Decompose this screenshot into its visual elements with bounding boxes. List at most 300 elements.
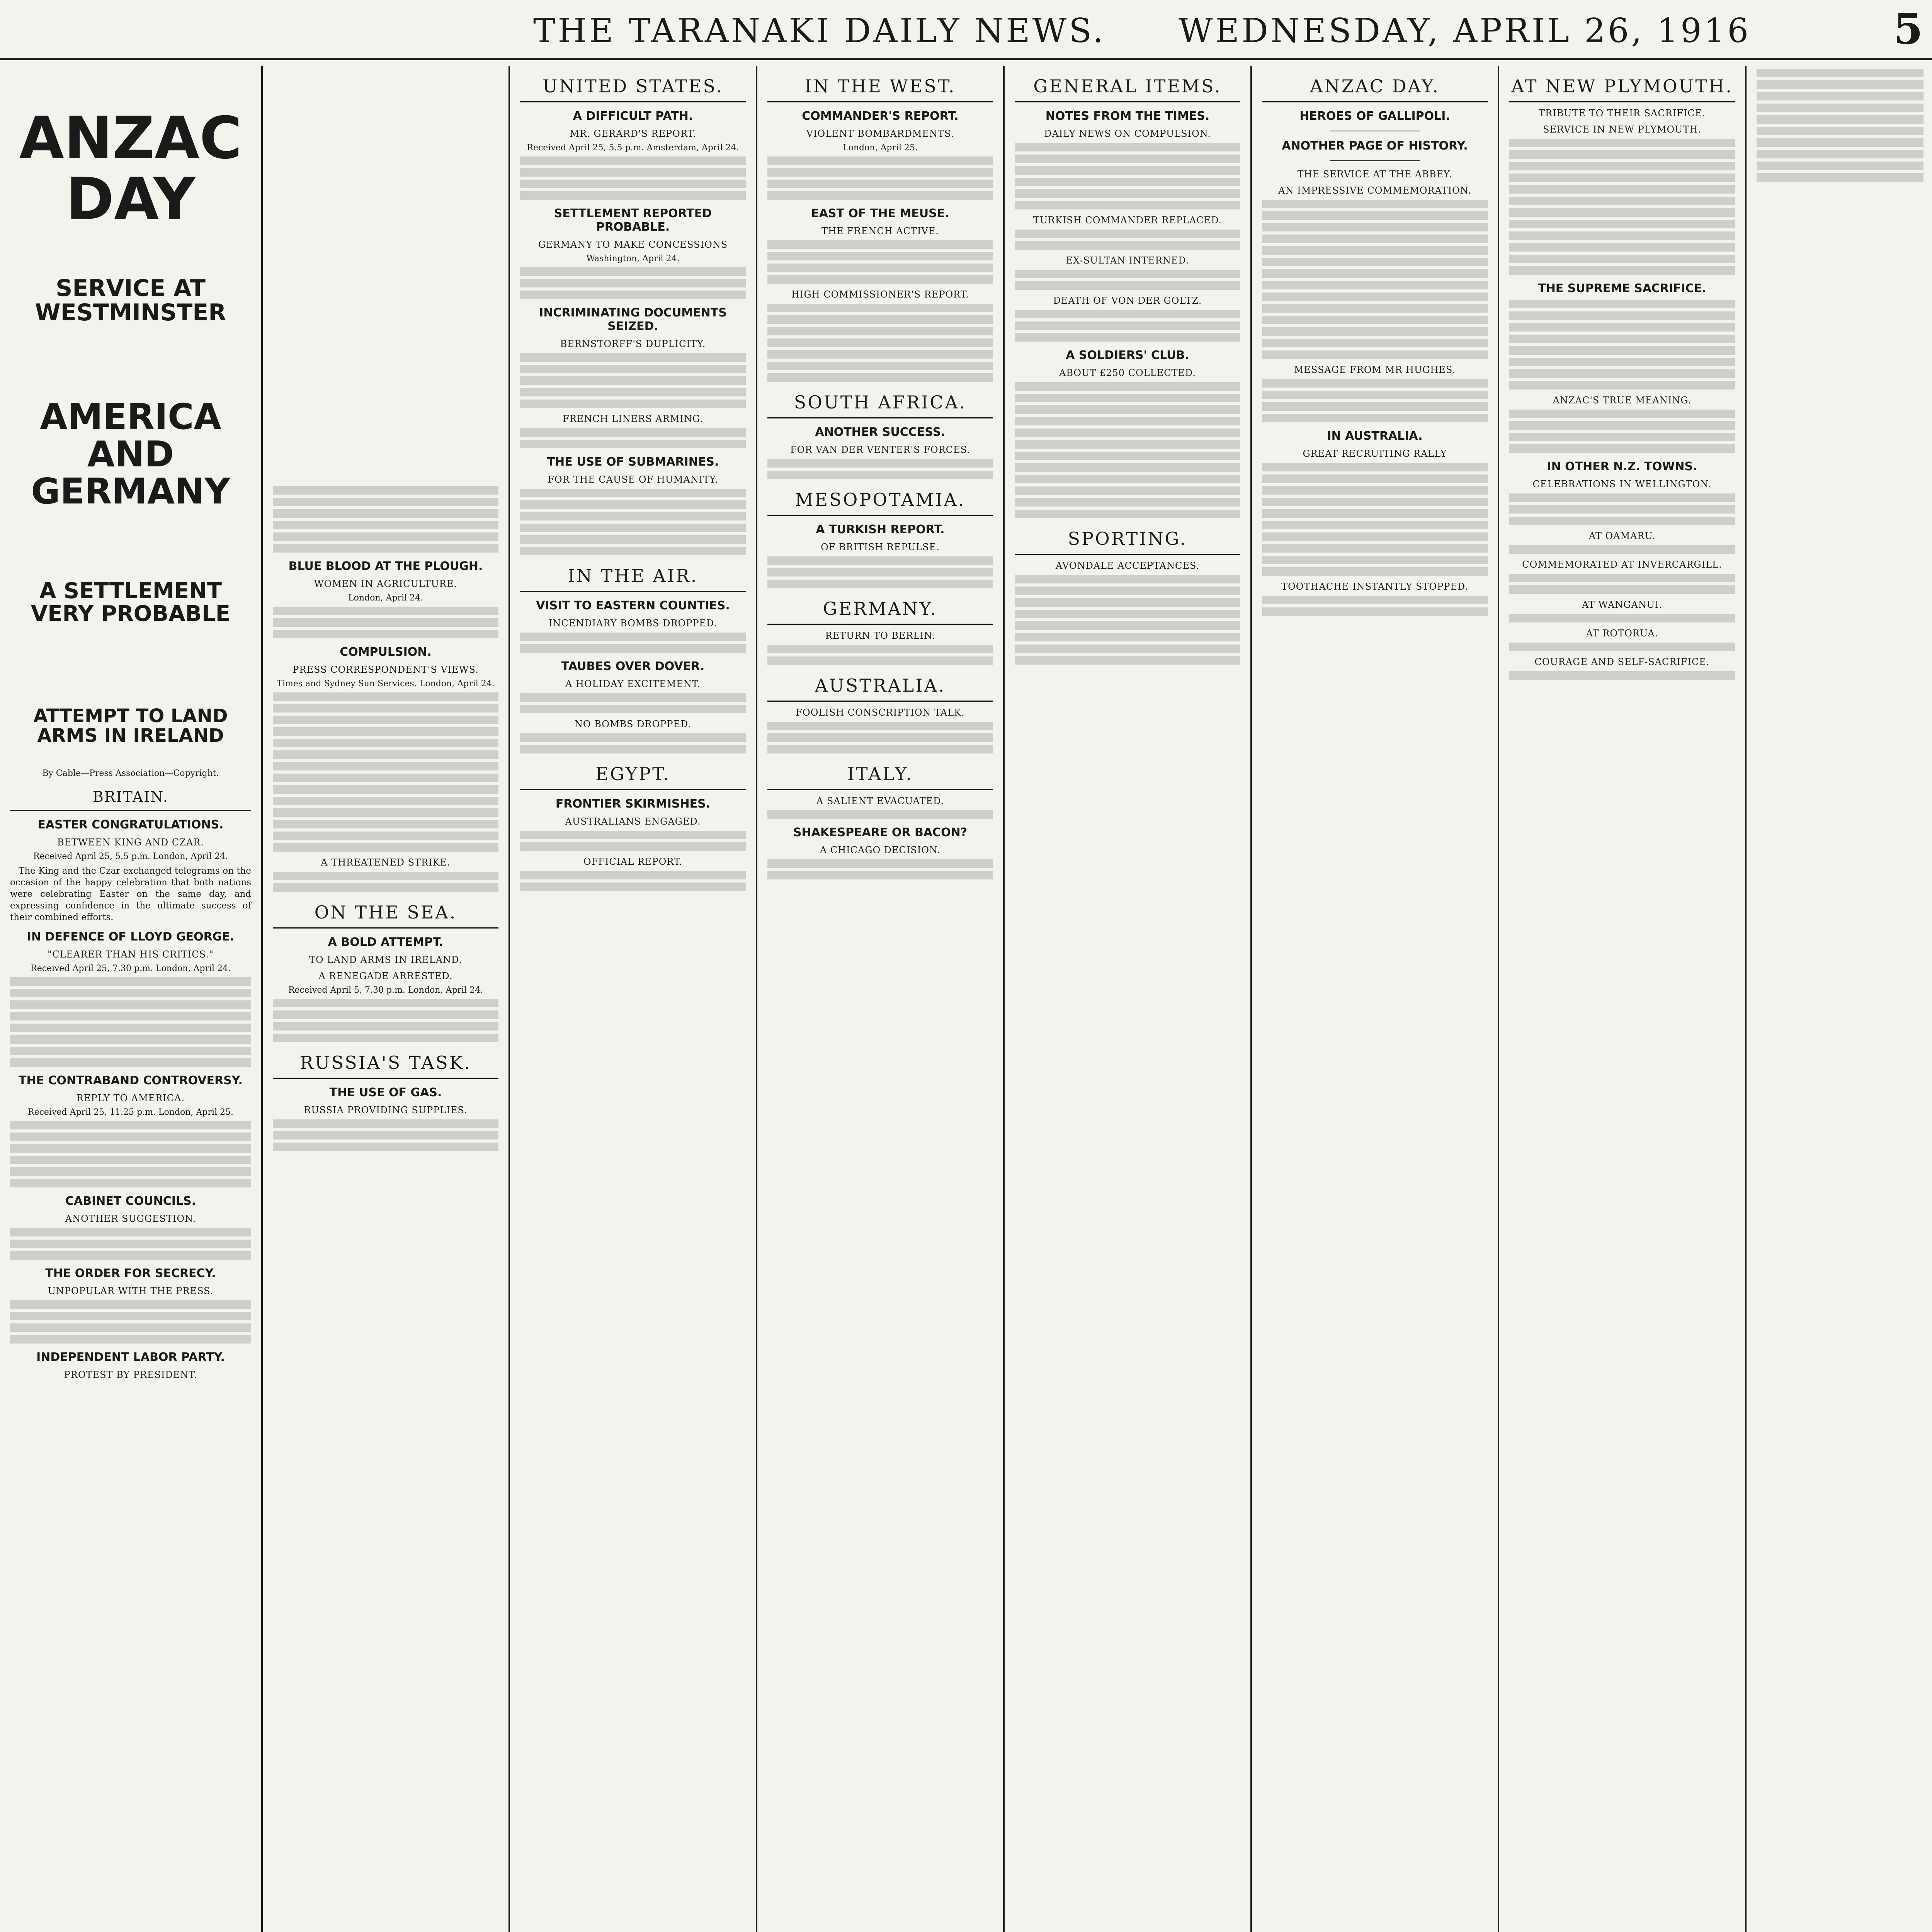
subhead-sultan: EX-SULTAN INTERNED. — [1066, 255, 1189, 266]
subhead-easter: EASTER CONGRATULATIONS. — [37, 818, 224, 832]
text-block — [767, 645, 993, 653]
section-russia: RUSSIA'S TASK. — [273, 1052, 498, 1079]
subhead-lloyd: IN DEFENCE OF LLOYD GEORGE. — [27, 930, 235, 944]
subhead-violent: VIOLENT BOMBARDMENTS. — [806, 128, 954, 139]
text-block — [273, 797, 498, 805]
subhead-incriminating: INCRIMINATING DOCUMENTS SEIZED. — [539, 306, 727, 333]
text-block — [273, 716, 498, 724]
text-block — [520, 428, 746, 437]
section-sporting: SPORTING. — [1015, 528, 1240, 555]
text-block — [273, 843, 498, 852]
text-block — [1015, 656, 1240, 665]
text-block — [1509, 220, 1735, 228]
text-block — [1509, 323, 1735, 332]
text-block — [10, 1323, 251, 1332]
text-block — [767, 810, 993, 819]
subhead-gerard: MR. GERARD'S REPORT. — [570, 128, 696, 139]
text-block — [1015, 270, 1240, 278]
text-block — [520, 156, 746, 165]
text-block — [1509, 255, 1735, 263]
text-block — [1757, 80, 1923, 89]
text-block — [273, 727, 498, 736]
text-block — [1015, 405, 1240, 414]
text-block — [767, 350, 993, 359]
text-block — [520, 500, 746, 509]
text-block — [767, 304, 993, 312]
subhead-cabinet: CABINET COUNCILS. — [65, 1194, 196, 1208]
section-in-the-air: IN THE AIR. — [520, 565, 746, 592]
text-block — [1015, 321, 1240, 330]
text-block — [520, 168, 746, 177]
text-block — [520, 733, 746, 742]
text-block — [767, 275, 993, 284]
text-block — [1509, 208, 1735, 217]
subhead-unpopular: UNPOPULAR WITH THE PRESS. — [48, 1286, 214, 1297]
article-text: The King and the Czar exchanged telegrams on the occasion of the happy celebration that both nations were celebrating Easter on the same day, and expressing confidence in the ultimate success of their combined efforts. — [10, 866, 251, 923]
text-block — [520, 365, 746, 373]
text-block — [767, 373, 993, 382]
text-block — [1262, 532, 1488, 541]
text-block — [273, 883, 498, 892]
subhead-impressive: AN IMPRESSIVE COMMEMORATION. — [1278, 185, 1471, 196]
text-block — [1509, 311, 1735, 320]
text-block — [273, 1143, 498, 1151]
text-block — [10, 1156, 251, 1164]
subhead-between: BETWEEN KING AND CZAR. — [57, 837, 204, 848]
text-block — [1015, 143, 1240, 151]
subhead-chicago: A CHICAGO DECISION. — [820, 845, 941, 855]
text-block — [1509, 671, 1735, 680]
text-block — [1015, 587, 1240, 595]
text-block — [273, 774, 498, 782]
subhead-french-active: THE FRENCH ACTIVE. — [821, 226, 939, 236]
text-block — [1262, 304, 1488, 313]
subhead-gas: THE USE OF GAS. — [329, 1086, 442, 1099]
text-block — [520, 644, 746, 653]
text-block — [1262, 474, 1488, 483]
subhead-women: WOMEN IN AGRICULTURE. — [314, 578, 457, 589]
text-block — [10, 1167, 251, 1176]
text-block — [520, 831, 746, 839]
column-5 — [1005, 66, 1252, 1932]
text-block — [1509, 381, 1735, 389]
text-block — [1262, 521, 1488, 529]
text-block — [1015, 510, 1240, 518]
text-block — [273, 739, 498, 747]
text-block — [1757, 69, 1923, 77]
subhead-oamaru: AT OAMARU. — [1588, 531, 1656, 541]
text-block — [520, 267, 746, 276]
text-block — [1262, 379, 1488, 388]
subhead-submarines: THE USE OF SUBMARINES. — [547, 455, 719, 469]
text-block — [10, 1012, 251, 1020]
text-block — [767, 459, 993, 468]
text-block — [520, 705, 746, 713]
subhead-contraband: THE CONTRABAND CONTROVERSY. — [19, 1074, 243, 1088]
column-4 — [757, 66, 1005, 1932]
text-block — [767, 871, 993, 879]
subhead-another: ANOTHER SUGGESTION. — [65, 1213, 196, 1225]
text-block — [1262, 281, 1488, 289]
subhead-humanity: FOR THE CAUSE OF HUMANITY. — [548, 474, 718, 485]
subhead-daily-news: DAILY NEWS ON COMPULSION. — [1044, 128, 1211, 139]
subhead-notes: NOTES FROM THE TIMES. — [1045, 109, 1210, 123]
subhead-in-australia: IN AUSTRALIA. — [1327, 429, 1423, 443]
headline-land-arms: ATTEMPT TO LAND ARMS IN IRELAND — [33, 705, 228, 747]
dateline: Washington, April 24. — [586, 254, 680, 264]
text-block — [1757, 162, 1923, 170]
text-block — [520, 524, 746, 532]
text-block — [520, 353, 746, 362]
section-britain: BRITAIN. — [10, 788, 251, 811]
text-block — [1509, 150, 1735, 159]
text-block — [1509, 243, 1735, 252]
text-block — [1509, 517, 1735, 525]
text-block — [520, 693, 746, 702]
subhead-hughes: MESSAGE FROM MR HUGHES. — [1294, 364, 1456, 375]
text-block — [520, 871, 746, 879]
text-block — [1015, 575, 1240, 583]
subhead-settlement: SETTLEMENT REPORTED PROBABLE. — [554, 207, 712, 234]
text-block — [1509, 433, 1735, 441]
text-block — [1262, 339, 1488, 347]
column-1 — [0, 66, 263, 1932]
text-block — [10, 1047, 251, 1055]
subhead-land-arms: TO LAND ARMS IN IRELAND. — [309, 954, 462, 965]
text-block — [273, 544, 498, 553]
subhead-incendiary: INCENDIARY BOMBS DROPPED. — [548, 618, 718, 629]
text-block — [10, 1312, 251, 1320]
text-block — [1509, 369, 1735, 378]
text-block — [520, 191, 746, 200]
section-new-plymouth: AT NEW PLYMOUTH. — [1509, 76, 1735, 102]
text-block — [273, 1034, 498, 1042]
text-block — [10, 1300, 251, 1309]
text-block — [520, 489, 746, 497]
text-block — [520, 512, 746, 520]
text-block — [767, 859, 993, 868]
text-block — [1015, 281, 1240, 290]
subhead-turkish: A TURKISH REPORT. — [816, 523, 945, 536]
subhead-heroes: HEROES OF GALLIPOLI. — [1299, 109, 1450, 123]
subhead-blue-blood: BLUE BLOOD AT THE PLOUGH. — [288, 560, 483, 573]
headline-america-germany: AMERICA AND GERMANY — [31, 396, 230, 512]
text-block — [273, 820, 498, 828]
text-block — [767, 156, 993, 165]
subhead-eastern: VISIT TO EASTERN COUNTIES. — [536, 599, 730, 612]
subhead-supreme: THE SUPREME SACRIFICE. — [1538, 282, 1706, 295]
text-block — [10, 1179, 251, 1187]
text-block — [1015, 382, 1240, 391]
text-block — [273, 692, 498, 701]
text-block — [767, 180, 993, 188]
text-block — [1509, 185, 1735, 194]
subhead-french-liners: FRENCH LINERS ARMING. — [563, 413, 703, 424]
text-block — [273, 521, 498, 529]
text-block — [1509, 358, 1735, 366]
text-block — [1015, 155, 1240, 163]
text-block — [10, 1024, 251, 1032]
text-block — [1015, 429, 1240, 437]
subhead-bernstorff: BERNSTORFF'S DUPLICITY. — [560, 338, 706, 349]
text-block — [1509, 421, 1735, 430]
text-block — [767, 471, 993, 479]
text-block — [767, 568, 993, 577]
text-block — [520, 291, 746, 299]
subhead-threatened: A THREATENED STRIKE. — [321, 857, 451, 868]
section-italy: ITALY. — [767, 764, 993, 790]
masthead — [0, 0, 1932, 60]
text-block — [1015, 610, 1240, 618]
subhead-labor: INDEPENDENT LABOR PARTY. — [36, 1350, 225, 1364]
subhead-tribute: TRIBUTE TO THEIR SACRIFICE. — [1539, 108, 1706, 119]
subhead-other-towns: IN OTHER N.Z. TOWNS. — [1547, 460, 1697, 473]
text-block — [1015, 189, 1240, 198]
subhead-frontier: FRONTIER SKIRMISHES. — [555, 797, 711, 811]
subhead-reply: REPLY TO AMERICA. — [76, 1093, 185, 1104]
text-block — [1262, 402, 1488, 411]
text-block — [1509, 545, 1735, 554]
text-block — [273, 808, 498, 817]
text-block — [1262, 258, 1488, 266]
text-block — [1262, 607, 1488, 616]
subhead-avondale: AVONDALE ACCEPTANCES. — [1055, 560, 1200, 571]
subhead-invercargill: COMMEMORATED AT INVERCARGILL. — [1522, 559, 1722, 570]
text-block — [273, 1022, 498, 1031]
text-block — [1262, 223, 1488, 231]
subhead-rally: GREAT RECRUITING RALLY — [1303, 448, 1447, 459]
subhead-goltz: DEATH OF VON DER GOLTZ. — [1053, 295, 1202, 306]
text-block — [767, 240, 993, 249]
text-block — [520, 180, 746, 188]
text-block — [1509, 643, 1735, 651]
subhead-holiday: A HOLIDAY EXCITEMENT. — [565, 679, 701, 689]
text-block — [1015, 645, 1240, 653]
text-block — [1509, 585, 1735, 594]
text-block — [1509, 346, 1735, 355]
dateline: Received April 25, 7.30 p.m. London, April 24. — [31, 964, 231, 974]
text-block — [1262, 486, 1488, 495]
text-block — [10, 1000, 251, 1009]
text-block — [1262, 211, 1488, 220]
subhead-australians: AUSTRALIANS ENGAGED. — [565, 816, 701, 827]
text-block — [1015, 486, 1240, 495]
text-block — [520, 440, 746, 448]
text-block — [1757, 104, 1923, 112]
text-block — [1262, 544, 1488, 553]
text-block — [1757, 173, 1923, 182]
subhead-taubes: TAUBES OVER DOVER. — [561, 660, 705, 673]
newspaper-title: THE TARANAKI DAILY NEWS. — [533, 12, 1106, 50]
text-block — [10, 989, 251, 997]
text-block — [767, 327, 993, 335]
text-block — [767, 168, 993, 177]
text-block — [273, 618, 498, 627]
text-block — [10, 1251, 251, 1260]
subhead-another-page: ANOTHER PAGE OF HISTORY. — [1282, 139, 1468, 153]
text-block — [1262, 269, 1488, 278]
subhead-wanganui: AT WANGANUI. — [1582, 599, 1663, 610]
text-block — [767, 191, 993, 200]
subhead-concessions: GERMANY TO MAKE CONCESSIONS — [538, 239, 728, 250]
text-block — [1262, 293, 1488, 301]
subhead-van-der: FOR VAN DER VENTER'S FORCES. — [790, 444, 970, 455]
subhead-abbey: THE SERVICE AT THE ABBEY. — [1297, 169, 1452, 180]
text-block — [10, 977, 251, 986]
text-block — [10, 1144, 251, 1153]
text-block — [273, 704, 498, 713]
headline-service-westminster: SERVICE AT WESTMINSTER — [35, 275, 226, 326]
subhead-bold: A BOLD ATTEMPT. — [328, 935, 444, 949]
text-block — [273, 509, 498, 518]
text-block — [10, 1133, 251, 1141]
text-block — [1262, 556, 1488, 564]
text-block — [1509, 266, 1735, 275]
subhead-foolish: FOOLISH CONSCRIPTION TALK. — [796, 707, 965, 718]
section-south-africa: SOUTH AFRICA. — [767, 392, 993, 418]
text-block — [520, 535, 746, 544]
issue-date: WEDNESDAY, APRIL 26, 1916 — [1179, 12, 1751, 50]
subhead-official: OFFICIAL REPORT. — [583, 856, 683, 867]
section-anzac-day: ANZAC DAY. — [1262, 76, 1488, 102]
text-block — [767, 722, 993, 730]
text-block — [273, 630, 498, 638]
subhead-difficult: A DIFFICULT PATH. — [573, 109, 693, 123]
text-block — [1262, 509, 1488, 518]
subhead-toothache: TOOTHACHE INSTANTLY STOPPED. — [1281, 581, 1468, 592]
text-block — [10, 1058, 251, 1067]
text-block — [1757, 115, 1923, 124]
text-block — [273, 1010, 498, 1019]
section-united-states: UNITED STATES. — [520, 76, 746, 102]
text-block — [1015, 633, 1240, 641]
text-block — [10, 1228, 251, 1236]
text-block — [520, 400, 746, 408]
subhead-courage: COURAGE AND SELF-SACRIFICE. — [1534, 656, 1710, 667]
text-block — [767, 656, 993, 665]
subhead-wellington: CELEBRATIONS IN WELLINGTON. — [1532, 479, 1712, 490]
section-in-the-west: IN THE WEST. — [767, 76, 993, 102]
subhead-collected: ABOUT £250 COLLECTED. — [1059, 367, 1196, 378]
text-block — [273, 750, 498, 759]
subhead-no-bombs: NO BOMBS DROPPED. — [574, 719, 692, 730]
text-block — [1509, 335, 1735, 343]
text-block — [767, 315, 993, 324]
text-block — [273, 607, 498, 615]
text-block — [1509, 139, 1735, 147]
text-block — [1015, 452, 1240, 460]
column-8 — [1747, 66, 1932, 1932]
subhead-service-np: SERVICE IN NEW PLYMOUTH. — [1543, 124, 1701, 135]
text-block — [1015, 394, 1240, 402]
text-block — [1015, 417, 1240, 425]
subhead-compulsion: COMPULSION. — [340, 645, 432, 659]
text-block — [767, 580, 993, 588]
subhead-soldiers: A SOLDIERS' CLUB. — [1066, 349, 1189, 362]
text-block — [1015, 598, 1240, 607]
text-block — [767, 745, 993, 753]
text-block — [1262, 567, 1488, 576]
text-block — [520, 883, 746, 891]
text-block — [767, 264, 993, 272]
text-block — [1509, 197, 1735, 205]
column-6 — [1252, 66, 1499, 1932]
text-block — [520, 376, 746, 385]
text-block — [767, 362, 993, 370]
dateline: Received April 5, 7.30 p.m. London, April 24. — [288, 985, 483, 995]
text-block — [1757, 138, 1923, 147]
text-block — [520, 633, 746, 641]
dateline: London, April 24. — [348, 593, 423, 603]
subhead-another-success: ANOTHER SUCCESS. — [815, 425, 946, 439]
text-block — [273, 486, 498, 495]
text-block — [1015, 201, 1240, 209]
text-block — [273, 1131, 498, 1139]
text-block — [273, 762, 498, 770]
subhead-repulse: OF BRITISH REPULSE. — [821, 542, 940, 553]
text-block — [520, 388, 746, 396]
divider — [1330, 160, 1420, 161]
subhead-rotorua: AT ROTORUA. — [1586, 628, 1658, 639]
text-block — [520, 745, 746, 753]
section-egypt: EGYPT. — [520, 764, 746, 790]
subhead-salient: A SALIENT EVACUATED. — [816, 796, 944, 806]
subhead-shakespeare: SHAKESPEARE OR BACON? — [793, 826, 968, 839]
text-block — [1262, 327, 1488, 336]
text-block — [767, 733, 993, 742]
text-block — [1015, 621, 1240, 630]
subhead-press-views: PRESS CORRESPONDENT'S VIEWS. — [293, 664, 479, 675]
text-block — [273, 498, 498, 506]
dateline: Times and Sydney Sun Services. London, April 24. — [277, 679, 495, 689]
text-block — [1509, 574, 1735, 582]
text-block — [1262, 391, 1488, 399]
subhead-true-meaning: ANZAC'S TRUE MEANING. — [1553, 395, 1692, 406]
column-7 — [1499, 66, 1747, 1932]
text-block — [767, 338, 993, 347]
text-block — [1262, 350, 1488, 359]
subhead-clearer: "CLEARER THAN HIS CRITICS." — [48, 949, 214, 960]
text-block — [1509, 173, 1735, 182]
headline-settlement: A SETTLEMENT VERY PROBABLE — [31, 578, 231, 626]
text-block — [10, 1335, 251, 1344]
text-block — [1015, 241, 1240, 250]
text-block — [1015, 498, 1240, 507]
text-block — [1509, 300, 1735, 308]
text-block — [273, 999, 498, 1007]
text-block — [273, 785, 498, 794]
column-2 — [263, 66, 510, 1932]
text-block — [767, 252, 993, 260]
text-block — [1262, 596, 1488, 604]
text-block — [273, 1119, 498, 1128]
dateline: Received April 25, 5.5 p.m. Amsterdam, April 24. — [527, 143, 739, 153]
text-block — [1015, 166, 1240, 175]
text-block — [1262, 414, 1488, 422]
dateline: Received April 25, 5.5 p.m. London, April 24. — [33, 852, 228, 862]
headline-anzac-day: ANZAC DAY — [19, 105, 242, 233]
subhead-turkish-cmd: TURKISH COMMANDER REPLACED. — [1033, 215, 1222, 226]
dateline: Received April 25, 11.25 p.m. London, April 25. — [28, 1107, 233, 1117]
section-germany: GERMANY. — [767, 598, 993, 625]
text-block — [1509, 162, 1735, 170]
text-block — [10, 1121, 251, 1129]
text-block — [1015, 475, 1240, 483]
text-block — [520, 842, 746, 851]
page-number: 5 — [1893, 4, 1925, 54]
text-block — [273, 532, 498, 541]
text-block — [1015, 440, 1240, 449]
